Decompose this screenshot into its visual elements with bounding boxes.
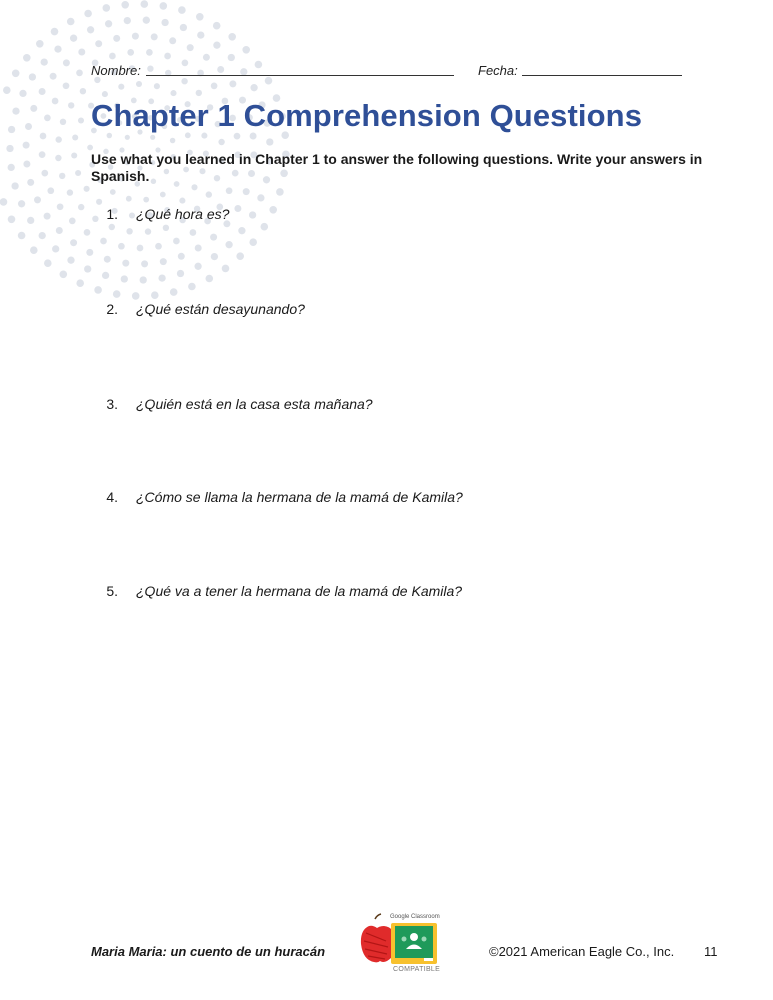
question-number: 5.: [106, 583, 118, 599]
decorative-dot: [23, 161, 30, 168]
footer-book-title: Maria Maria: un cuento de un huracán: [91, 944, 326, 959]
badge-top-text: Google Classroom: [390, 914, 440, 920]
decorative-dot: [170, 90, 176, 96]
decorative-dot: [50, 73, 57, 80]
decorative-dot: [249, 211, 256, 218]
decorative-dot: [8, 164, 15, 171]
decorative-dot: [203, 54, 210, 61]
decorative-dot: [150, 135, 155, 140]
decorative-dot: [143, 17, 150, 24]
decorative-dot: [104, 256, 111, 263]
decorative-dot: [213, 22, 221, 30]
decorative-dot: [3, 86, 11, 94]
decorative-dot: [151, 33, 158, 40]
decorative-dot: [59, 173, 65, 179]
footer-copyright: ©2021 American Eagle Co., Inc.: [489, 944, 675, 959]
question-number: 1.: [106, 206, 118, 222]
decorative-dot: [41, 58, 48, 65]
decorative-dot: [29, 73, 36, 80]
decorative-dot: [188, 283, 196, 291]
decorative-dot: [68, 102, 74, 108]
decorative-dot: [211, 253, 218, 260]
google-classroom-icon: [391, 923, 437, 964]
decorative-dot: [187, 44, 194, 51]
decorative-dot: [213, 42, 220, 49]
decorative-dot: [196, 13, 204, 21]
decorative-dot: [265, 77, 273, 85]
question-number: 2.: [106, 301, 118, 317]
decorative-dot: [103, 4, 111, 12]
question-text: ¿Cómo se llama la hermana de la mamá de Kamila?: [136, 489, 463, 505]
decorative-dot: [206, 275, 214, 283]
decorative-dot: [39, 151, 46, 158]
decorative-dot: [266, 138, 273, 145]
decorative-dot: [52, 245, 59, 252]
decorative-dot: [181, 78, 187, 84]
decorative-dot: [76, 70, 83, 77]
decorative-dot: [250, 84, 257, 91]
question-text: ¿Qué va a tener la hermana de la mamá de Kamila?: [136, 583, 463, 599]
decorative-dot: [75, 170, 81, 176]
decorative-dot: [23, 142, 30, 149]
decorative-dot: [87, 145, 93, 151]
decorative-dot: [51, 28, 59, 36]
decorative-dot: [161, 19, 168, 26]
decorative-dot: [105, 20, 112, 27]
decorative-dot: [158, 274, 165, 281]
badge-bottom-text: COMPATIBLE: [393, 966, 441, 973]
decorative-dot: [141, 260, 148, 267]
decorative-dot: [87, 26, 94, 33]
decorative-dot: [257, 194, 264, 201]
decorative-dot: [261, 223, 269, 231]
decorative-dot: [182, 60, 189, 67]
decorative-dot: [44, 115, 51, 122]
decorative-dot: [229, 80, 236, 87]
decorative-dot: [40, 133, 47, 140]
decorative-dot: [41, 170, 48, 177]
instructions: Use what you learned in Chapter 1 to answer the following questions. Write your answers in Spanish.: [91, 151, 703, 184]
decorative-dot: [217, 66, 224, 73]
date-field-line[interactable]: [522, 75, 682, 76]
decorative-dot: [109, 53, 116, 60]
decorative-dot: [55, 155, 61, 161]
decorative-dot: [178, 253, 185, 260]
decorative-dot: [163, 225, 169, 231]
decorative-dot: [137, 245, 144, 252]
decorative-dot: [47, 187, 54, 194]
decorative-dot: [95, 40, 102, 47]
decorative-dot: [206, 191, 212, 197]
decorative-dot: [36, 40, 44, 48]
decorative-dot: [242, 46, 250, 54]
decorative-dot: [249, 238, 257, 246]
decorative-dot: [197, 31, 204, 38]
decorative-dot: [125, 135, 130, 140]
decorative-dot: [269, 206, 277, 214]
decorative-dot: [151, 291, 159, 299]
decorative-dot: [122, 260, 129, 267]
decorative-dot: [84, 265, 91, 272]
decorative-dot: [44, 259, 52, 267]
decorative-dot: [54, 45, 61, 52]
decorative-dot: [121, 1, 129, 9]
question-text: ¿Qué están desayunando?: [136, 301, 305, 317]
decorative-dot: [195, 245, 202, 252]
question-number: 3.: [106, 396, 118, 412]
decorative-dot: [180, 24, 187, 31]
decorative-dot: [170, 138, 176, 144]
decorative-dot: [76, 279, 84, 287]
date-label: Fecha:: [478, 63, 518, 78]
decorative-dot: [147, 66, 153, 72]
decorative-dot: [63, 82, 70, 89]
decorative-dot: [132, 292, 140, 300]
decorative-dot: [170, 288, 178, 296]
question-number: 4.: [106, 489, 118, 505]
decorative-dot: [218, 139, 224, 145]
decorative-dot: [226, 187, 233, 194]
decorative-dot: [60, 271, 68, 279]
decorative-dot: [60, 119, 66, 125]
decorative-dot: [63, 59, 70, 66]
decorative-dot: [179, 198, 185, 204]
decorative-dot: [109, 224, 115, 230]
decorative-dot: [190, 229, 197, 236]
decorative-dot: [39, 88, 46, 95]
decorative-dot: [23, 54, 31, 62]
decorative-dot: [25, 123, 32, 130]
question-text: ¿Quién está en la casa esta mañana?: [136, 396, 373, 412]
decorative-dot: [34, 196, 41, 203]
decorative-dot: [0, 198, 7, 206]
decorative-dot: [56, 227, 63, 234]
decorative-dot: [27, 179, 34, 186]
decorative-dot: [71, 152, 77, 158]
decorative-dot: [160, 258, 167, 265]
decorative-dot: [30, 105, 37, 112]
decorative-dot: [39, 232, 46, 239]
decorative-dot: [132, 33, 139, 40]
decorative-dot: [12, 107, 19, 114]
decorative-dot: [222, 265, 230, 273]
decorative-dot: [84, 229, 91, 236]
decorative-dot: [18, 232, 26, 240]
decorative-dot: [145, 228, 151, 234]
decorative-dot: [141, 0, 149, 8]
decorative-dot: [113, 290, 121, 298]
decorative-dot: [210, 234, 217, 241]
decorative-dot: [243, 188, 250, 195]
decorative-dot: [154, 83, 160, 89]
decorative-dot: [191, 184, 197, 190]
page-number: 11: [704, 944, 718, 959]
decorative-dot: [140, 276, 147, 283]
decorative-dot: [100, 238, 107, 245]
decorative-dot: [19, 90, 26, 97]
decorative-dot: [121, 275, 128, 282]
decorative-dot: [196, 90, 202, 96]
decorative-dot-pattern: [0, 0, 300, 300]
decorative-dot: [126, 196, 132, 202]
decorative-dot: [255, 61, 263, 69]
decorative-dot: [118, 84, 124, 90]
decorative-dot: [211, 83, 218, 90]
decorative-dot: [110, 189, 116, 195]
decorative-dot: [11, 182, 18, 189]
name-field-line[interactable]: [146, 75, 454, 76]
decorative-dot: [136, 81, 142, 87]
decorative-dot: [8, 126, 15, 133]
decorative-dot: [12, 70, 20, 78]
decorative-dot: [96, 199, 102, 205]
decorative-dot: [155, 243, 162, 250]
question-text: ¿Qué hora es?: [136, 206, 230, 222]
decorative-dot: [146, 49, 153, 56]
decorative-dot: [86, 249, 93, 256]
decorative-dot: [164, 53, 171, 60]
decorative-dot: [160, 192, 166, 198]
decorative-dot: [80, 88, 86, 94]
decorative-dot: [169, 37, 176, 44]
apple-icon: [361, 914, 396, 962]
decorative-dot: [173, 238, 180, 245]
decorative-dot: [94, 286, 102, 294]
decorative-dot: [118, 243, 125, 250]
decorative-dot: [126, 228, 132, 234]
decorative-dot: [30, 246, 38, 254]
decorative-dot: [6, 145, 13, 152]
decorative-dot: [78, 117, 84, 123]
decorative-dot: [160, 2, 168, 10]
decorative-dot: [113, 35, 120, 42]
decorative-dot: [177, 270, 184, 277]
decorative-dot: [56, 136, 62, 142]
decorative-dot: [234, 205, 241, 212]
decorative-dot: [178, 6, 186, 14]
decorative-dot: [276, 188, 284, 196]
decorative-dot: [67, 257, 74, 264]
decorative-dot: [194, 263, 201, 270]
decorative-dot: [102, 91, 108, 97]
decorative-dot: [228, 33, 236, 41]
decorative-dot: [52, 98, 59, 105]
decorative-dot: [70, 35, 77, 42]
decorative-dot: [102, 272, 109, 279]
decorative-dot: [67, 189, 73, 195]
decorative-dot: [84, 186, 90, 192]
decorative-dot: [70, 239, 77, 246]
decorative-dot: [228, 54, 235, 61]
decorative-dot: [236, 252, 244, 260]
name-label: Nombre:: [91, 63, 141, 78]
decorative-dot: [67, 18, 75, 26]
decorative-dot: [124, 17, 131, 24]
decorative-dot: [238, 227, 245, 234]
page-title: Chapter 1 Comprehension Questions: [91, 98, 643, 133]
decorative-dot: [78, 49, 85, 56]
decorative-dot: [225, 241, 232, 248]
decorative-dot: [143, 197, 149, 203]
decorative-dot: [129, 212, 135, 218]
decorative-dot: [72, 134, 78, 140]
decorative-dot: [127, 49, 134, 56]
decorative-dot: [84, 10, 92, 18]
